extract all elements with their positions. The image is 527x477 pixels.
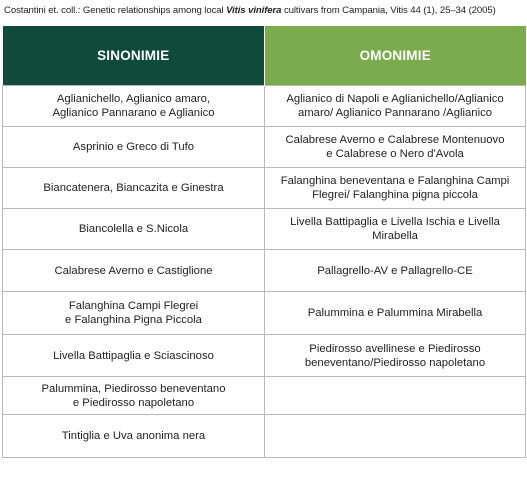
citation-species: Vitis vinifera <box>226 5 282 16</box>
sinonimie-cell <box>3 127 265 168</box>
cell-line: e Calabrese o Nero d'Avola <box>326 148 464 160</box>
table-row <box>3 415 526 458</box>
table-row <box>3 335 526 377</box>
citation <box>4 5 524 16</box>
sinonimie-cell <box>3 292 265 335</box>
cell-line: beneventano/Piedirosso napoletano <box>304 356 486 369</box>
sinonimie-cell <box>3 168 265 209</box>
cell-line: Biancatenera, Biancazita e Ginestra <box>43 182 224 194</box>
cell-line: amaro/ Aglianico Pannarano /Aglianico <box>297 107 493 119</box>
sinonimie-cell <box>3 86 265 127</box>
cell-line: e Falanghina Pigna Piccola <box>65 314 202 326</box>
cell-line: Calabrese Averno e Calabrese Montenuovo <box>285 134 505 146</box>
header-row <box>3 26 526 86</box>
table-row <box>3 209 526 250</box>
omonimie-cell <box>265 292 526 335</box>
cell-line: Palummina, Piedirosso beneventano <box>41 382 226 395</box>
header-sinonimie: SINONIMIE <box>3 26 265 86</box>
cell-line: Palummina e Palummina Mirabella <box>307 307 483 319</box>
header-omonimie: OMONIMIE <box>265 26 526 86</box>
sinonimie-cell <box>3 209 265 250</box>
sinonimie-cell <box>3 377 265 415</box>
citation-suffix: cultivars from Campania, Vitis 44 (1), 25–34 (2005) <box>281 5 496 16</box>
table-row <box>3 377 526 415</box>
cell-line: Livella Battipaglia e Sciascinoso <box>53 349 214 362</box>
cell-line: Calabrese Averno e Castiglione <box>54 264 213 277</box>
table-row <box>3 127 526 168</box>
omonimie-cell <box>265 250 526 292</box>
omonimie-cell <box>265 127 526 168</box>
table-row <box>3 250 526 292</box>
table-row <box>3 168 526 209</box>
cell-line: Falanghina Campi Flegrei <box>68 300 199 312</box>
cell-line: Piedirosso avellinese e Piedirosso <box>309 342 481 355</box>
omonimie-cell <box>265 86 526 127</box>
synonyms-homonyms-table <box>2 26 526 458</box>
cell-line: Pallagrello-AV e Pallagrello-CE <box>317 264 473 277</box>
cell-line: Mirabella <box>372 230 418 242</box>
table-row <box>3 292 526 335</box>
citation-prefix: Costantini et. coll.: Genetic relationships among local <box>4 5 227 16</box>
table-row <box>3 86 526 127</box>
cell-line: Livella Battipaglia e Livella Ischia e Livella <box>290 216 500 228</box>
cell-line: Falanghina beneventana e Falanghina Campi <box>280 175 510 187</box>
cell-line: Tintiglia e Uva anonima nera <box>61 430 206 442</box>
sinonimie-cell <box>3 415 265 458</box>
cell-line: Flegrei/ Falanghina pigna piccola <box>312 189 478 201</box>
cell-line: Biancolella e S.Nicola <box>78 223 189 235</box>
omonimie-cell-empty <box>265 377 526 415</box>
cell-line: Aglianico Pannarano e Aglianico <box>52 107 215 119</box>
cell-line: Asprinio e Greco di Tufo <box>72 141 195 153</box>
cell-line: e Piedirosso napoletano <box>72 396 195 409</box>
omonimie-cell <box>265 168 526 209</box>
omonimie-cell-empty <box>265 415 526 458</box>
omonimie-cell <box>265 209 526 250</box>
sinonimie-cell <box>3 335 265 377</box>
cell-line: Aglianico di Napoli e Aglianichello/Aglianico <box>286 93 504 105</box>
cell-line: Aglianichello, Aglianico amaro, <box>56 93 211 105</box>
omonimie-cell <box>265 335 526 377</box>
sinonimie-cell <box>3 250 265 292</box>
